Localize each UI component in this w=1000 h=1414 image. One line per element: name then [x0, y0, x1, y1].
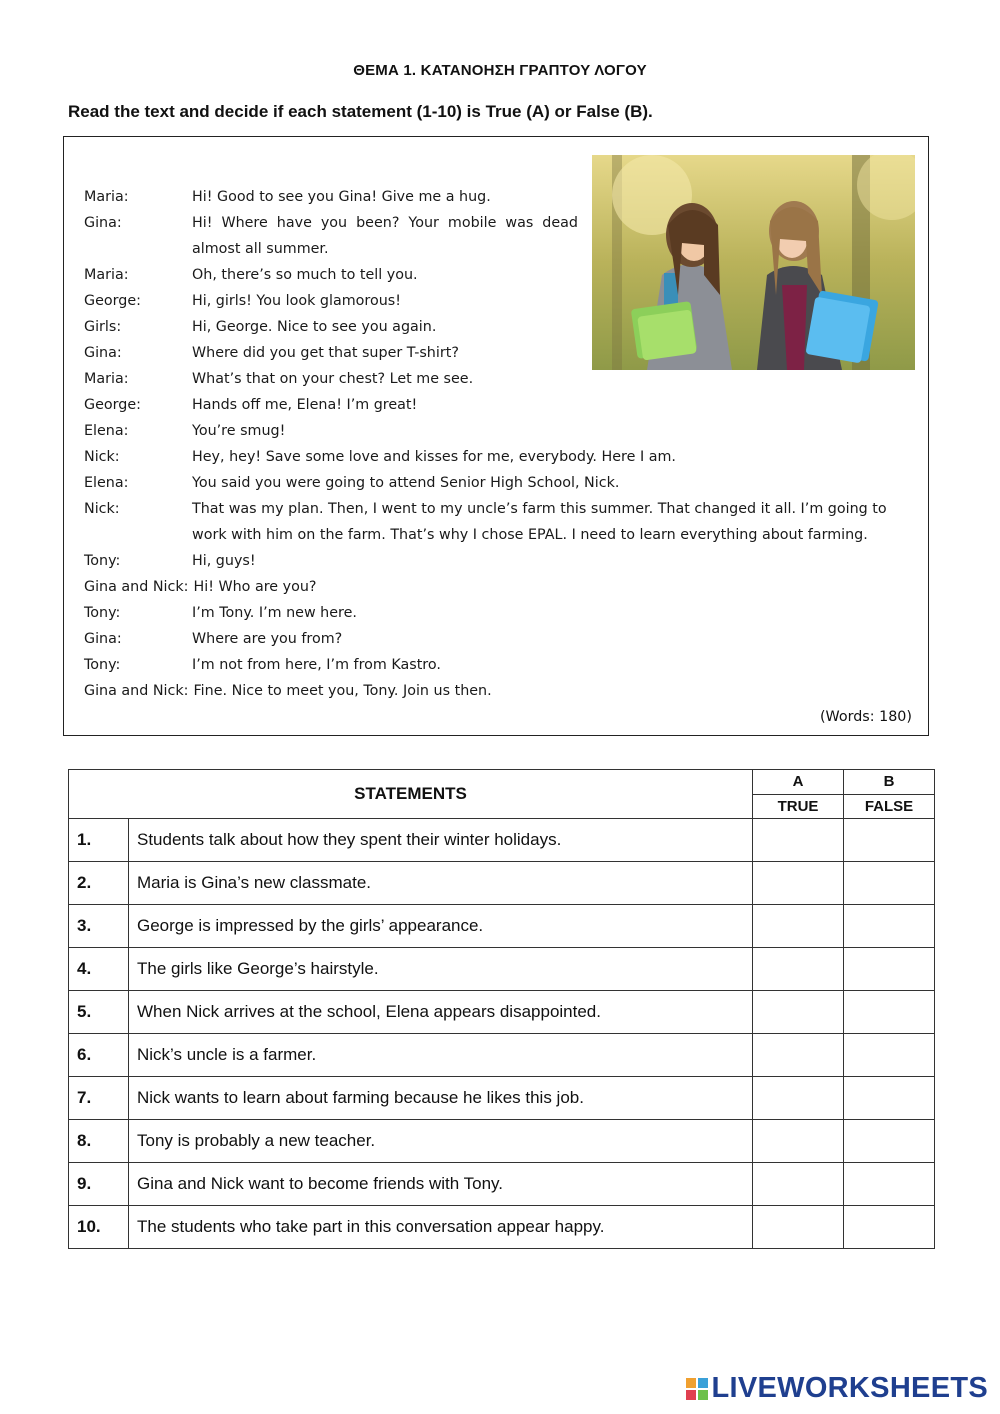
speaker: Tony:	[84, 553, 121, 569]
answer-false-cell[interactable]	[844, 1120, 935, 1163]
table-row	[69, 991, 935, 1034]
answer-true-cell[interactable]	[753, 1206, 844, 1249]
table-row	[69, 1034, 935, 1077]
statement-number: 1.	[69, 819, 129, 862]
dialogue-line	[84, 574, 924, 600]
speaker: Gina:	[84, 631, 122, 647]
dialogue-line	[84, 470, 924, 496]
answer-true-cell[interactable]	[753, 1120, 844, 1163]
statement-text: Maria is Gina’s new classmate.	[129, 862, 753, 905]
speaker: Elena:	[84, 423, 129, 439]
statement-text: Nick’s uncle is a farmer.	[129, 1034, 753, 1077]
dialogue-line	[84, 210, 924, 262]
statement-text: The students who take part in this conversation appear happy.	[129, 1206, 753, 1249]
answer-true-cell[interactable]	[753, 905, 844, 948]
dialogue-line	[84, 678, 924, 704]
speaker: Maria:	[84, 267, 129, 283]
speaker: Maria:	[84, 371, 129, 387]
answer-true-cell[interactable]	[753, 1034, 844, 1077]
speaker: George:	[84, 397, 141, 413]
statement-number: 8.	[69, 1120, 129, 1163]
statement-number: 10.	[69, 1206, 129, 1249]
speaker: Nick:	[84, 449, 120, 465]
table-row	[69, 819, 935, 862]
table-row	[69, 1206, 935, 1249]
speech: I’m not from here, I’m from Kastro.	[192, 657, 441, 673]
speech: What’s that on your chest? Let me see.	[192, 371, 474, 387]
answer-false-cell[interactable]	[844, 905, 935, 948]
speaker: Nick:	[84, 501, 120, 517]
answer-false-cell[interactable]	[844, 862, 935, 905]
dialogue-line	[84, 626, 924, 652]
speech: Hi, George. Nice to see you again.	[192, 319, 437, 335]
liveworksheets-icon	[685, 1377, 709, 1401]
speech: That was my plan. Then, I went to my uncle’s farm this summer. That changed it all. I’m going to work with him on the farm. That’s why I chose EPAL. I need to learn everything about farming.	[192, 501, 887, 543]
liveworksheets-logo[interactable]	[685, 1372, 989, 1405]
statement-number: 7.	[69, 1077, 129, 1120]
statement-text: When Nick arrives at the school, Elena appears disappointed.	[129, 991, 753, 1034]
reading-text-box	[63, 136, 929, 736]
answer-true-cell[interactable]	[753, 1163, 844, 1206]
statement-number: 2.	[69, 862, 129, 905]
speaker: Maria:	[84, 189, 129, 205]
answer-false-cell[interactable]	[844, 1077, 935, 1120]
statement-text: Tony is probably a new teacher.	[129, 1120, 753, 1163]
dialogue-line	[84, 444, 924, 470]
answer-false-cell[interactable]	[844, 948, 935, 991]
statement-text: Students talk about how they spent their winter holidays.	[129, 819, 753, 862]
speaker: Gina:	[84, 345, 122, 361]
dialogue-line	[84, 288, 924, 314]
table-row	[69, 1077, 935, 1120]
answer-true-cell[interactable]	[753, 819, 844, 862]
statement-text: Nick wants to learn about farming because he likes this job.	[129, 1077, 753, 1120]
dialogue	[84, 184, 924, 704]
statement-number: 4.	[69, 948, 129, 991]
speech: Hands off me, Elena! I’m great!	[192, 397, 418, 413]
dialogue-line	[84, 496, 924, 548]
speaker: Gina and Nick:	[84, 579, 189, 595]
speech: You said you were going to attend Senior High School, Nick.	[192, 475, 620, 491]
speaker: Gina:	[84, 215, 122, 231]
dialogue-line	[84, 548, 924, 574]
table-row	[69, 862, 935, 905]
speech: I’m Tony. I’m new here.	[192, 605, 357, 621]
speaker: George:	[84, 293, 141, 309]
speech: Hi! Good to see you Gina! Give me a hug.	[192, 189, 491, 205]
answer-true-cell[interactable]	[753, 862, 844, 905]
answer-true-cell[interactable]	[753, 948, 844, 991]
table-row	[69, 1163, 935, 1206]
answer-false-cell[interactable]	[844, 1206, 935, 1249]
dialogue-line	[84, 340, 924, 366]
dialogue-line	[84, 392, 924, 418]
word-count: (Words: 180)	[819, 709, 912, 725]
speech: Fine. Nice to meet you, Tony. Join us then.	[193, 683, 492, 699]
col-a-header: A	[753, 770, 844, 795]
speech: You’re smug!	[192, 423, 286, 439]
answer-false-cell[interactable]	[844, 819, 935, 862]
dialogue-line	[84, 652, 924, 678]
speech: Hi! Who are you?	[193, 579, 317, 595]
speaker: Girls:	[84, 319, 122, 335]
dialogue-line	[84, 366, 924, 392]
speech: Oh, there’s so much to tell you.	[192, 267, 418, 283]
dialogue-line	[84, 314, 924, 340]
statement-text: Gina and Nick want to become friends with Tony.	[129, 1163, 753, 1206]
speaker: Tony:	[84, 657, 121, 673]
false-header: FALSE	[844, 794, 935, 819]
speech: Hi! Where have you been? Your mobile was dead almost all summer.	[192, 215, 578, 257]
statement-number: 6.	[69, 1034, 129, 1077]
speaker: Tony:	[84, 605, 121, 621]
answer-false-cell[interactable]	[844, 1163, 935, 1206]
statement-number: 9.	[69, 1163, 129, 1206]
dialogue-line	[84, 600, 924, 626]
col-b-header: B	[844, 770, 935, 795]
statement-number: 3.	[69, 905, 129, 948]
instruction-text: Read the text and decide if each statement (1-10) is True (A) or False (B).	[68, 102, 653, 121]
speech: Hi, guys!	[192, 553, 256, 569]
speech: Where are you from?	[192, 631, 343, 647]
speech: Hey, hey! Save some love and kisses for me, everybody. Here I am.	[192, 449, 676, 465]
statements-table	[68, 769, 935, 1249]
dialogue-line	[84, 184, 924, 210]
answer-true-cell[interactable]	[753, 991, 844, 1034]
table-row	[69, 948, 935, 991]
speaker: Elena:	[84, 475, 129, 491]
statement-text: George is impressed by the girls’ appearance.	[129, 905, 753, 948]
speech: Hi, girls! You look glamorous!	[192, 293, 401, 309]
statements-header: STATEMENTS	[69, 770, 753, 819]
answer-false-cell[interactable]	[844, 1034, 935, 1077]
speech: Where did you get that super T-shirt?	[192, 345, 459, 361]
statement-number: 5.	[69, 991, 129, 1034]
liveworksheets-wordmark: LIVEWORKSHEETS	[711, 1372, 988, 1404]
dialogue-line	[84, 262, 924, 288]
dialogue-line	[84, 418, 924, 444]
table-row	[69, 1120, 935, 1163]
statement-text: The girls like George’s hairstyle.	[129, 948, 753, 991]
page-title: ΘΕΜΑ 1. ΚΑΤΑΝΟΗΣΗ ΓΡΑΠΤΟΥ ΛΟΓΟΥ	[353, 62, 647, 79]
answer-false-cell[interactable]	[844, 991, 935, 1034]
true-header: TRUE	[753, 794, 844, 819]
table-row	[69, 905, 935, 948]
speaker: Gina and Nick:	[84, 683, 189, 699]
answer-true-cell[interactable]	[753, 1077, 844, 1120]
